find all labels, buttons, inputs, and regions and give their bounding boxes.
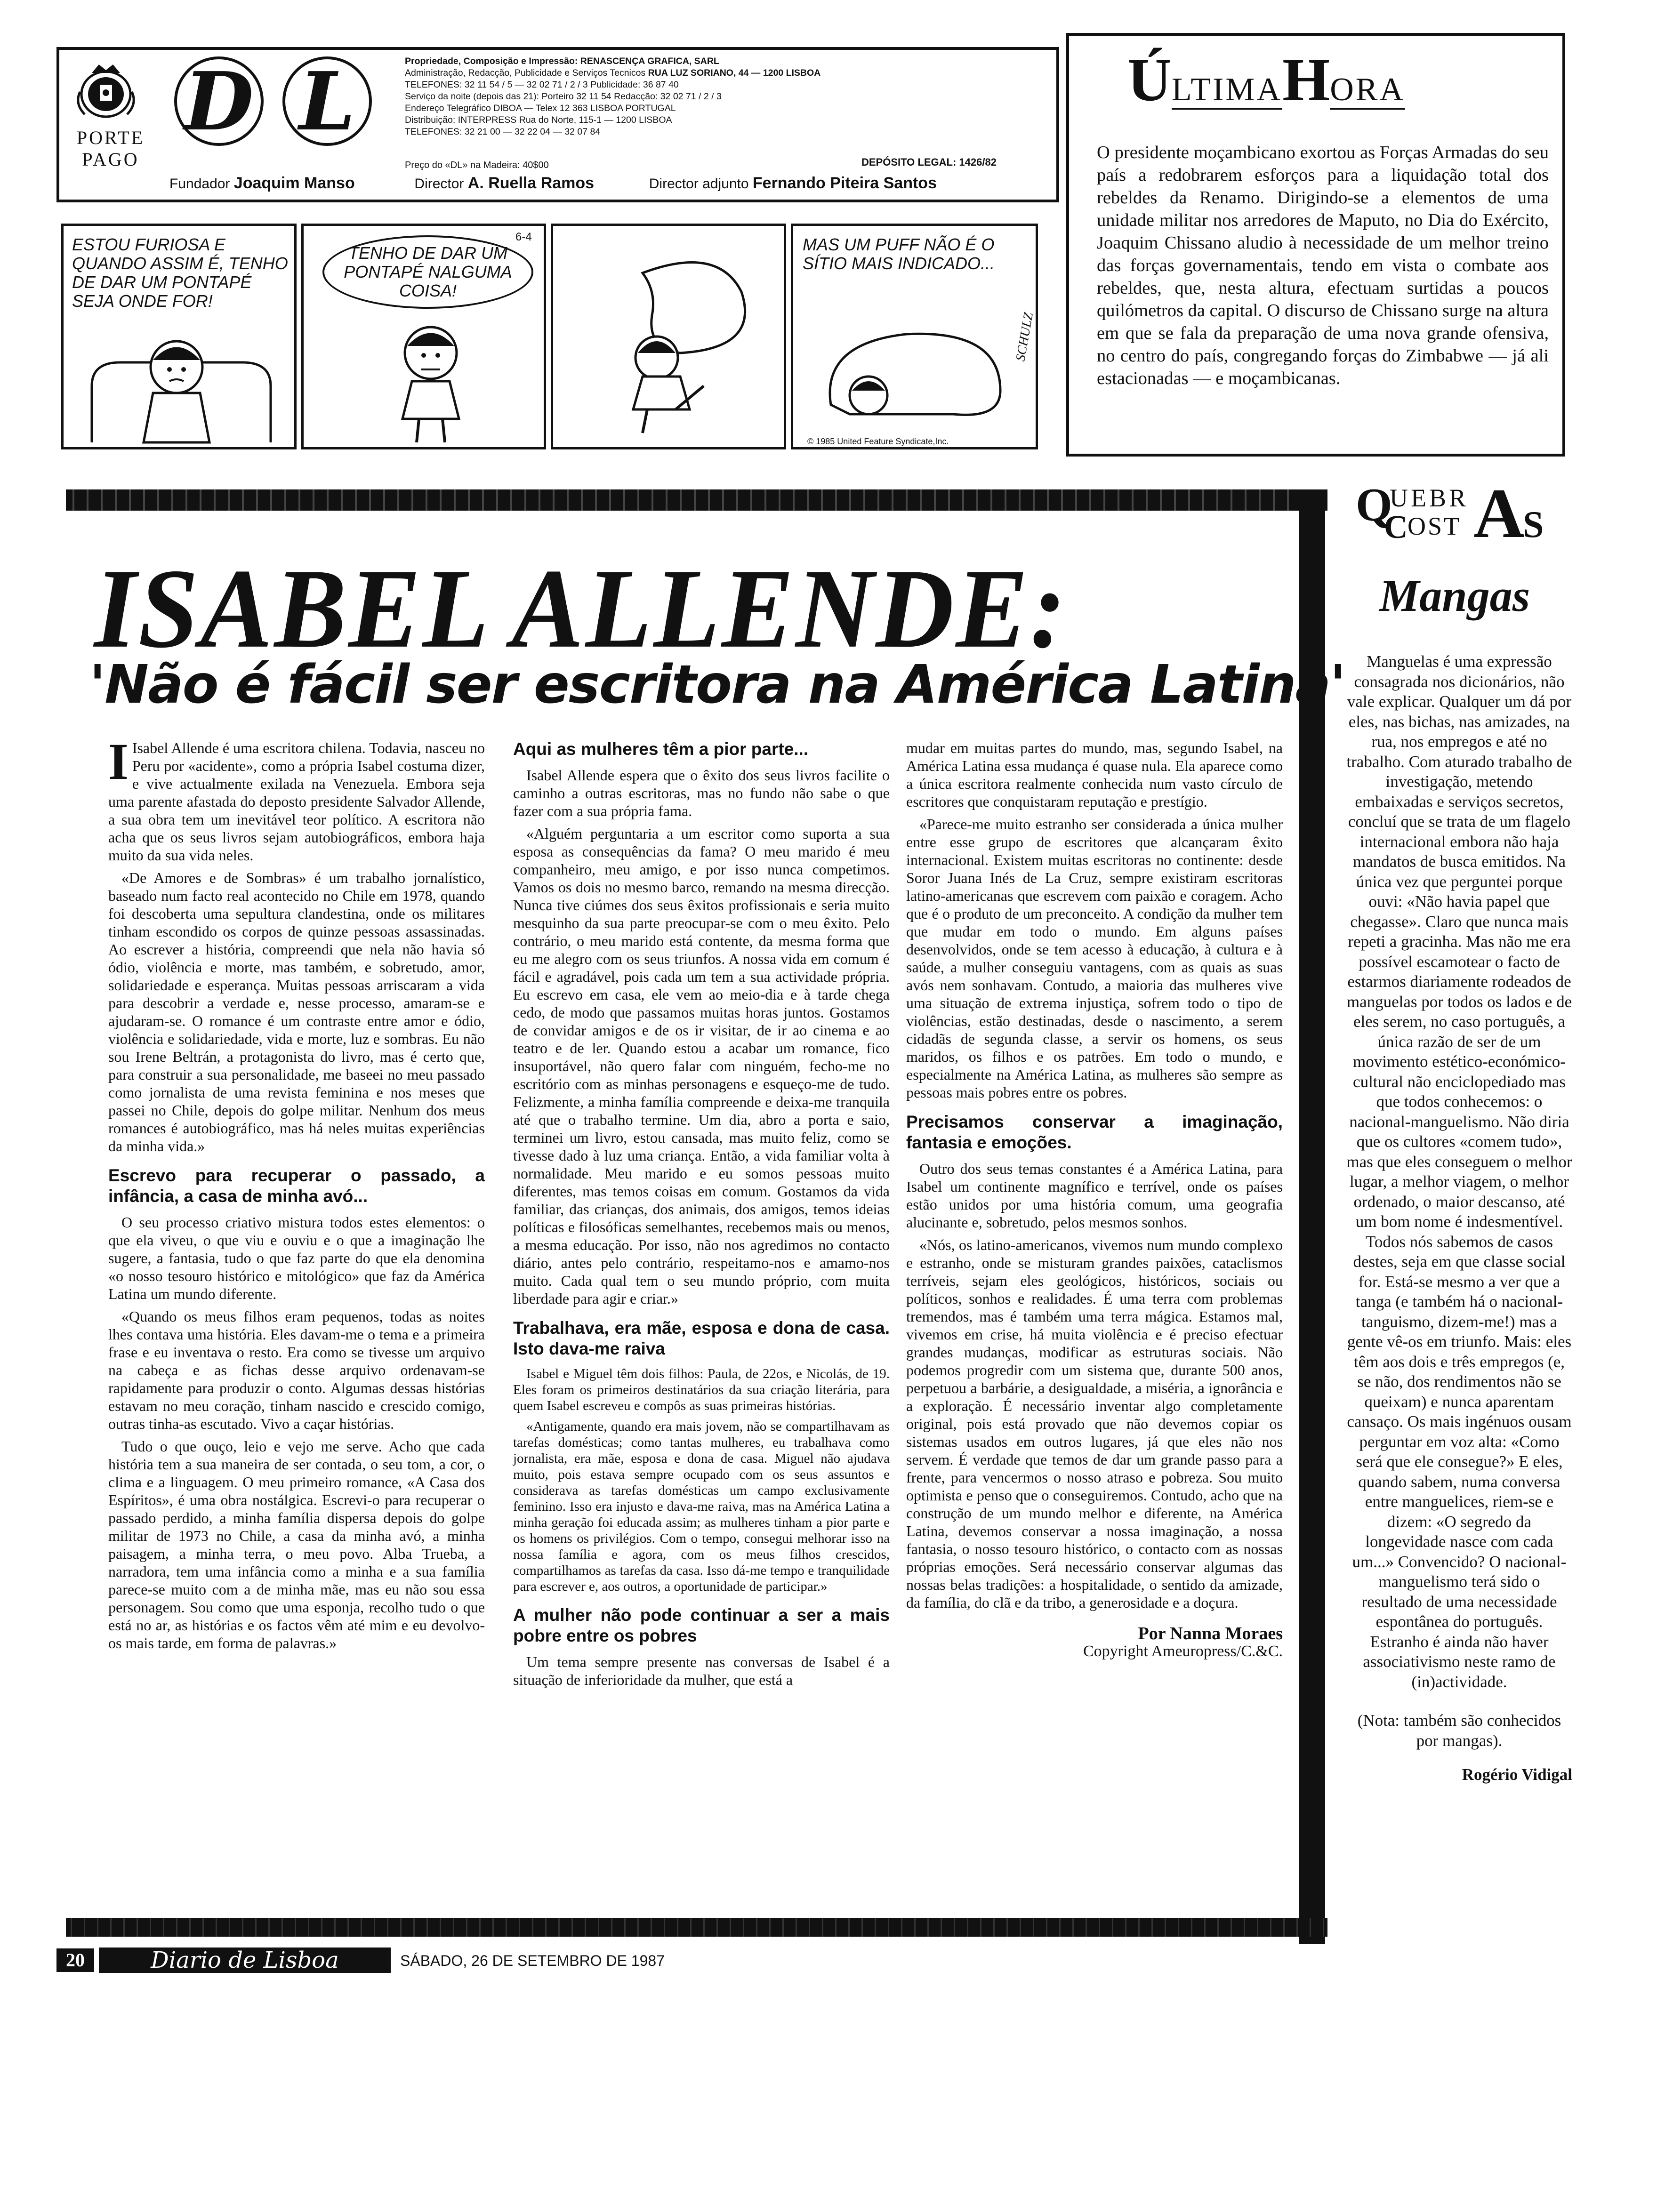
- article-paragraph: Isabel e Miguel têm dois filhos: Paula, de 22os, e Nicolás, de 19. Eles foram os primeiros destinatários da sua criação literária, para quem Isabel escreveu e compôs as suas primeiras histórias.: [513, 1366, 890, 1413]
- column-paragraph: Todos nós sabemos de casos destes, seja em que classe social for. Está-se mesmo a ver que a tanga (e também há o nacional-tanguismo, dizem-me!) mas a gente vê-os em triunfo. Mais: eles têm aos dois e três empregos (e, se não, dos rendimentos não se queixam) e nunca aparentam cansaço. Os mais ingénuos ousam perguntar em voz alta: «Como será que ele consegue?» E eles, quando sabem, numa conversa entre manguelices, riem-se e dizem: «O segredo da longevidade nasce com cada um...» Convencido? O nacional-manguelismo terá sido o resultado de uma necessidade espontânea do português. Estranho é ainda não haver associativismo neste ramo de (in)actividade.: [1347, 1232, 1572, 1691]
- staff-line: Fundador Joaquim Manso Director A. Ruella Ramos Director adjunto Fernando Piteira Santos: [169, 174, 937, 192]
- comic-copyright: © 1985 United Feature Syndicate,Inc.: [807, 437, 949, 446]
- article-paragraph: «Antigamente, quando era mais jovem, não se compartilhavam as tarefas domésticas; como tantas mulheres, eu trabalhava como jornalista, era mãe, esposa e dona de casa. Miguel não ajudava muito, pois estava sempre ocupado com os seus assuntos e considerava as tarefas domésticas um campo exclusivamente feminino. Isso era injusto e dava-me raiva, mas na América Latina a minha geração foi educada assim; as mulheres tinham a pior parte e os homens os privilégios. Com o tempo, consegui melhorar isso na nossa família e agora, com os meus filhos crescidos, compartilhamos as tarefas da casa. Isso dá-me tempo e tranquilidade para escrever e, aos outros, a oportunidade de participar.»: [513, 1419, 890, 1594]
- paper-name: Diario de Lisboa: [99, 1948, 391, 1973]
- article-column-1: [108, 733, 485, 1657]
- article-paragraph: «Parece-me muito estranho ser considerada a única mulher entre esse grupo de escritores que alcançaram êxito internacional. Existem muitas escritoras no continente: desde Soror Juana Inés de La Cruz, sempre existiram escritoras latino-americanas que escrevem com paixão e coragem. Acho que é o produto de um preconceito. A condição da mulher tem que mudar em todo o mundo. Em alguns países desenvolvidos, onde se tem acesso à educação, à cultura e à saúde, a mulher conseguiu vantagens, com as quais as suas avós nem sonhavam. Contudo, a maioria das mulheres vive uma situação de extrema injustiça, sofrem todo o tipo de violências, estão destinadas, desde o nascimento, a serem cidadãs de segunda classe, a servir os homens, os seus maridos, os filhos e os patrões. Em todo o mundo, e especialmente na América Latina, as mulheres são sempre as pessoas mais pobres entre os pobres.: [906, 816, 1283, 1101]
- article-column-2: [513, 739, 890, 1693]
- section-heading: Precisamos conservar a imaginação, fantasia e emoções.: [906, 1112, 1283, 1152]
- lucy-kicking-icon: [563, 245, 779, 442]
- column-heading: Mangas: [1379, 570, 1530, 621]
- ultima-hora-title: ÚLTIMAHORA: [1127, 46, 1406, 114]
- logo-letter-d: D: [174, 56, 264, 146]
- article-paragraph: «Alguém perguntaria a um escritor como suporta a sua esposa as consequências da fama? O meu marido é meu companheiro, meu amigo, e por isso nunca competimos. Vamos os dois no mesmo barco, remando na mesma direcção. Nunca tive ciúmes dos seus êxitos profissionais e seria muito mesquinho da sua parte preocupar-se com o meu êxito. Pelo contrário, o meu marido está contente, da mesma forma que eu me alegro com os seus triunfos. A nossa vida em comum é fácil e agradável, pois cada um tem a sua actividade própria. Eu escrevo em casa, ele vem ao meio-dia e à tarde chega cedo, de modo que passamos muitas horas juntos. Gostamos de convidar amigos e de os ir visitar, de ir ao cinema e ao teatro e de ler. Quando estou a acabar um romance, fico insuportável, não quero falar com ninguém, fecho-me no escritório com as minhas personagens e esqueço-me de tudo. Felizmente, a minha família compreende e deixa-me tranquila até que o trabalho termine. Um dia, abro a porta e saio, terminei um livro, estou cansada, mas muito feliz, como se tivesse dado à luz uma criança. Então, a vida familiar volta à normalidade. Meu marido e eu somos pessoas muito diferentes, mas temos coisas em comum. Gostamos da vida familiar, das crianças, dos animais, dos amigos, temos ideias políticas e filosóficas semelhantes, recebemos mais ou menos, a mesma educação. Por isso, não nos agredimos no contacto diário, antes pelo contrário, respeitamo-nos e amamo-nos muito. Cada qual tem o seu mundo próprio, com muita liberdade para agir e criar.»: [513, 825, 890, 1307]
- credit-line: Administração, Redacção, Publicidade e Serviços Tecnicos RUA LUZ SORIANO, 44 — 1200 LISBOA: [405, 68, 821, 78]
- ultima-hora-text: O presidente moçambicano exortou as Forças Armadas do seu país a redobrarem esforços para a liquidação total dos rebeldes da Renamo. Dirigindo-se a elementos de uma unidade militar nos arredores de Maputo, no Dia do Exército, Joaquim Chissano aludio à necessidade de um melhor treino das forças governamentais, tendo em vista o combate aos rebeldes, que, nesta altura, efectuam surtidas a poucos quilómetros da capital. O discurso de Chissano surge na altura em que se fala da preparação de uma nova grande ofensiva, no centro do país, congregando forças do Zimbabwe — já ali estacionadas — e moçambicanas.: [1097, 143, 1549, 388]
- credit-line: Serviço da noite (depois das 21): Porteiro 32 11 54 Redacção: 32 02 71 / 2 / 3: [405, 91, 722, 102]
- column-note: (Nota: também são conhecidos por mangas).: [1357, 1711, 1561, 1750]
- porte-pago-label: PORTE PAGO: [76, 127, 145, 170]
- comic-panel-4: [791, 224, 1038, 449]
- article-copyright: Copyright Ameuropress/C.&C.: [1083, 1643, 1283, 1660]
- logo-letter-l: L: [282, 56, 372, 146]
- comic-panel-3: [551, 224, 786, 449]
- lucy-on-puff-icon: [812, 297, 1019, 438]
- article-paragraph: «Nós, os latino-americanos, vivemos num mundo complexo e estranho, onde se misturam grandes paixões, cataclismos terríveis, sejam eles geológicos, históricos, sociais ou políticos, sonhos e realidades. É uma terra com problemas tremendos, mas é também uma terra mágica. Estamos mal, vivemos em crise, há muita violência e é preciso efectuar grandes mudanças, modificar as estruturas sociais. Não podemos progredir com um sistema que, durante 500 anos, perpetuou a barbárie, a desigualdade, a miséria, a ignorância e a exploração. É necessário inventar algo completamente original, pois está provado que não devemos copiar os sistemas usados em outros lugares, já que eles não nos servem. É verdade que temos de dar um grande passo para a frente, para vencermos o nosso atraso e pobreza. Sou muito optimista e penso que o conseguiremos. Contudo, acho que na construção de um mundo melhor e diferente, na América Latina, devemos conservar a nossa imaginação, a nossa fantasia, o nosso tesouro histórico, o contacto com as nossas próprias emoções. Será necessário conservar algumas das nossas belas tradições: a hospitalidade, o sentido da amizade, da família, do clã e da tribo, a generosidade e a doçura.: [906, 1236, 1283, 1611]
- column-paragraph: Manguelas é uma expressão consagrada nos dicionários, não vale explicar. Qualquer um dá por eles, nas bichas, nas amizades, na rua, nos empregos e até no trabalho. Com aturado trabalho de investigação, metendo embaixadas e serviços secretos, concluí que se trata de um flagelo internacional embora não haja mandatos de busca emitidos. Na única vez que perguntei porque ouvi: «Não havia papel que chegasse». Claro que nunca mais repeti a gracinha. Mas não me era possível escamotear o facto de estarmos diariamente rodeados de manguelas por todos os lados e de eles serem, no caso português, a única razão de ser de um movimento estético-económico-cultural não enciclopediado mas que todos conhecemos: o nacional-manguelismo. Não diria que os cultores «comem tudo», mas que eles conseguem o melhor lugar, a melhor viagem, o melhor ordenado, o maior descanso, até um bom nome é indesmentível.: [1346, 652, 1572, 1231]
- lucy-character-icon: [82, 315, 280, 447]
- credit-line: Distribuição: INTERPRESS Rua do Norte, 115-1 — 1200 LISBOA: [405, 115, 672, 125]
- article-column-3: [906, 739, 1283, 1660]
- article-paragraph: mudar em muitas partes do mundo, mas, segundo Isabel, na América Latina essa mudança é quase nula. Ela aparece como a única escritora realmente conhecida num vasto círculo de escritores que conquistaram reputação e prestígio.: [906, 739, 1283, 810]
- section-heading: Aqui as mulheres têm a pior parte...: [513, 739, 809, 759]
- article-paragraph: Outro dos seus temas constantes é a América Latina, para Isabel um continente magnífico e terrível, onde os países estão unidos por uma história comum, uma geografia alucinante e, sobretudo, pelos mesmos sonhos.: [906, 1160, 1283, 1231]
- lucy-walking-icon: [360, 320, 501, 447]
- credit-line: TELEFONES: 32 21 00 — 32 22 04 — 32 07 84: [405, 127, 601, 137]
- credit-line: Propriedade, Composição e Impressão: RENASCENÇA GRAFICA, SARL: [405, 56, 719, 66]
- article-paragraph: O seu processo criativo mistura todos estes elementos: o que ela viveu, o que viu e ouviu e o que a imaginação lhe sugere, a fantasia, tudo o que faz parte do que ela denomina «o nosso tesouro histórico e mitológico» que faz da América Latina um mundo diferente.: [108, 1214, 485, 1302]
- section-heading: Escrevo para recuperar o passado, a infância, a casa de minha avó...: [108, 1166, 485, 1206]
- comic-strip: [61, 224, 1038, 449]
- column-author: Rogério Vidigal: [1462, 1765, 1572, 1784]
- article-intro: I Isabel Allende é uma escritora chilena. Todavia, nasceu no Peru por «acidente», como a própria Isabel costuma dizer, e vive actualmente exilada na Venezuela. Embora seja uma parente afastada do deposto presidente Salvador Allende, a sua obra tem um inevitável teor político. A escritora não acha que os seus livros sejam autobiográficos, embora haja muito da sua vida neles.: [108, 733, 485, 864]
- section-heading: A mulher não pode continuar a ser a mais pobre entre os pobres: [513, 1605, 890, 1645]
- article-bottom-rule: [66, 1918, 1327, 1937]
- article-paragraph: Um tema sempre presente nas conversas de Isabel é a situação de inferioridade da mulher, que está a: [513, 1653, 890, 1688]
- credit-line: TELEFONES: 32 11 54 / 5 — 32 02 71 / 2 / 3 Publicidade: 36 87 40: [405, 80, 679, 90]
- article-subtitle: 'Não é fácil ser escritora na América Latina': [89, 654, 1345, 715]
- issue-date: SÁBADO, 26 DE SETEMBRO DE 1987: [400, 1952, 665, 1969]
- comic-date: 6-4: [515, 231, 532, 243]
- article-byline: Por Nanna Moraes: [1138, 1624, 1283, 1643]
- article-paragraph: «De Amores e de Sombras» é um trabalho jornalístico, baseado num facto real acontecido no Chile em 1978, quando foi descoberta uma sepultura clandestina, onde os militares tinham escondido os corpos de quinze pessoas assassinadas. Ao escrever a história, compreendi que nela não havia só ódio, violência e morte, mas também, e sobretudo, amor, solidariedade e esperança. Muitas pessoas arriscaram a vida para descobrir a verdade e, nesse processo, amaram-se e ajudaram-se. O romance é um contraste entre amor e ódio, violência e solidariedade, vida e morte, luz e sombras. Eu não sou Irene Beltrán, a protagonista do livro, mas é certo que, para construir a sua personalidade, me baseei no meu passado como jornalista de uma revista feminina e nos meses que passei no Chile, depois do golpe militar. Nenhum dos meus romances é autobiográfico, mas há neles muitas experiências da minha vida.»: [108, 869, 485, 1154]
- credit-line: Endereço Telegráfico DIBOA — Telex 12 363 LISBOA PORTUGAL: [405, 103, 676, 113]
- price-line: Preço do «DL» na Madeira: 40$00: [405, 160, 549, 170]
- masthead-credits: [405, 56, 1054, 138]
- article-top-rule: [66, 489, 1327, 511]
- article-paragraph: Isabel Allende espera que o êxito dos seus livros facilite o caminho a outras escritoras, mas no fundo não sabe o que fazer com a sua própria fama.: [513, 767, 890, 819]
- quebra-costas-text: [1346, 652, 1572, 1785]
- speech-bubble: TENHO DE DAR UM PONTAPÉ NALGUMA COISA!: [322, 235, 533, 309]
- quebra-costas-logo: Q UEBR A C OST S: [1356, 474, 1544, 553]
- artist-signature: SCHULZ: [1013, 311, 1036, 362]
- article-paragraph: «Quando os meus filhos eram pequenos, todas as noites lhes contava uma história. Eles davam-me o tema e a primeira frase e eu inventava o resto. Era como se tivesse um arquivo na cabeça e as fichas desse arquivo ordenavam-se rapidamente para produzir o conto. Algumas dessas histórias estavam no meu coração, tinham nascido e crescido comigo, outras tinha-as escutado. Vivo a caçar histórias.: [108, 1308, 485, 1432]
- coat-of-arms-icon: [71, 59, 141, 120]
- speech-bubble: ESTOU FURIOSA E QUANDO ASSIM É, TENHO DE DAR UM PONTAPÉ SEJA ONDE FOR!: [72, 235, 288, 311]
- speech-bubble: MAS UM PUFF NÃO É O SÍTIO MAIS INDICADO...: [803, 235, 995, 273]
- deposito-legal: DEPÓSITO LEGAL: 1426/82: [861, 156, 997, 168]
- article-paragraph: Tudo o que ouço, leio e vejo me serve. Acho que cada história tem a sua maneira de ser contada, o seu tom, a cor, o clima e a linguagem. O meu primeiro romance, «A Casa dos Espíritos», é uma obra nostálgica. Escrevi-o para recuperar o passado perdido, a minha família dispersa depois do golpe militar de 1973 no Chile, a casa da minha avó, a minha paisagem, a minha terra, o meu povo. Alba Trueba, a narradora, tem uma infância como a minha e a sua família parece-se muito com a de minha mãe, mas eu não sou essa personagem. Sou como que uma esponja, recolho tudo o que está no ar, as histórias e os factos vêm até mim e eu devolvo-os mais tarde, em forma de palavras.»: [108, 1438, 485, 1651]
- comic-panel-2: [301, 224, 546, 449]
- page-number: 20: [56, 1948, 94, 1972]
- article-title: ISABEL ALLENDE:: [94, 545, 1068, 672]
- comic-panel-1: [61, 224, 297, 449]
- drop-cap: I: [108, 733, 129, 790]
- section-heading: Trabalhava, era mãe, esposa e dona de casa. Isto dava-me raiva: [513, 1318, 890, 1358]
